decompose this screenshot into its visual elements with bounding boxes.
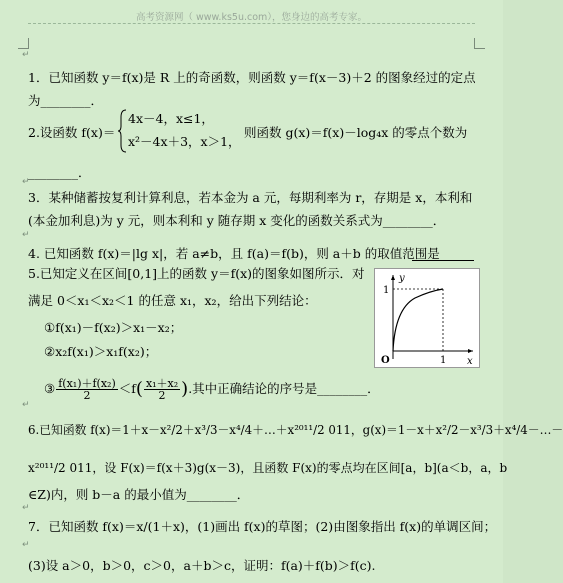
problem-2-blank-line: ________． [28,165,91,180]
problem-6-line-2: x²⁰¹¹/2 011，设 F(x)＝f(x＋3)g(x－3)，且函数 F(x)的零点均在区间[a，b](a＜b，a，b [28,461,508,475]
c3-fraction-2-num: x₁＋x₂ [145,377,179,390]
y-axis-arrow [391,275,395,280]
problem-2-suffix: 则函数 g(x)＝f(x)－log₄x 的零点个数为 [244,125,468,140]
problem-4-blank [412,248,474,261]
problem-1-line-1: 1．已知函数 y＝f(x)是 R 上的奇函数，则函数 y＝f(x－3)＋2 的图象经过的定点 [28,70,476,85]
paragraph-mark: ↵ [22,50,30,60]
y-one-label: 1 [383,285,390,296]
c3-fraction-2 [144,378,180,401]
page-header: 高考资源网（ www.ks5u.com），您身边的高考专家。 [135,12,368,23]
margin-corner-left [18,38,29,49]
paragraph-mark: ↵ [22,503,30,513]
problem-3-line-1: 3．某种储蓄按复利计算利息，若本金为 a 元，每期利率为 r，存期是 x，本利和 [28,190,473,205]
c3-fraction-2-den: 2 [158,389,166,402]
x-axis-arrow [468,349,473,353]
y-axis-label: y [399,273,405,284]
paragraph-mark: ↵ [22,540,30,550]
c3-fraction-1-num: f(x₁)＋f(x₂) [58,377,116,390]
c3-paren-left: ( [135,378,143,400]
problem-6-line-1: 6.已知函数 f(x)＝1＋x－x²/2＋x³/3－x⁴/4＋…＋x²⁰¹¹/2 011，g(x)＝1－x＋x²/2－x³/3＋x⁴/4－…－ [28,423,563,437]
origin-label: O [381,355,390,366]
problem-5-line-1: 5.已知定义在区间[0,1]上的函数 y＝f(x)的图象如图所示．对 [28,266,365,281]
problem-2-prefix: 2.设函数 f(x)＝ [28,125,116,140]
x-one-label: 1 [440,355,447,366]
problem-3-line-2: (本金加利息)为 y 元，则本利和 y 随存期 x 变化的函数关系式为________． [28,213,446,228]
c3-paren-right: ) [181,378,189,400]
function-curve [393,289,443,351]
problem-5-conclusion-2: ②x₂f(x₁)＞x₁f(x₂)； [44,344,158,359]
problem-1-line-2: 为________． [28,93,104,108]
paragraph-mark: ↵ [22,230,30,240]
problem-5-conclusion-3 [44,378,380,401]
paragraph-mark: ↵ [22,177,30,187]
margin-corner-right [474,38,485,49]
problem-5-line-2: 满足 0＜x₁＜x₂＜1 的任意 x₁，x₂，给出下列结论： [28,293,317,308]
piecewise-brace [118,109,128,153]
c3-fraction-1-den: 2 [83,389,91,402]
piecewise-case-1: 4x－4，x≤1， [128,111,214,126]
c3-mid: ＜f [118,381,136,396]
problem-6-line-3: ∈Z)内，则 b－a 的最小值为________． [28,487,250,502]
piecewise-case-2: x²－4x＋3，x＞1， [128,134,241,149]
problem-7-line-1: 7．已知函数 f(x)＝x/(1＋x)，(1)画出 f(x)的草图；(2)由图象指出 f(x)的单调区间； [28,519,497,534]
graph-svg [375,269,479,367]
c3-prefix: ③ [44,381,56,396]
paragraph-mark: ↵ [22,400,30,410]
c3-post: .其中正确结论的序号是________． [188,381,380,396]
problem-7-line-2: (3)设 a＞0，b＞0，c＞0，a＋b＞c，证明：f(a)＋f(b)＞f(c). [28,558,376,573]
x-axis-label: x [467,356,473,367]
function-graph [374,268,480,368]
header-rule [28,23,475,24]
problem-5-conclusion-1: ①f(x₁)－f(x₂)＞x₁－x₂； [44,320,183,335]
problem-4: 4. 已知函数 f(x)＝|lg x|，若 a≠b，且 f(a)＝f(b)，则 a＋b 的取值范围是 [28,246,440,261]
c3-fraction-1 [56,378,118,401]
